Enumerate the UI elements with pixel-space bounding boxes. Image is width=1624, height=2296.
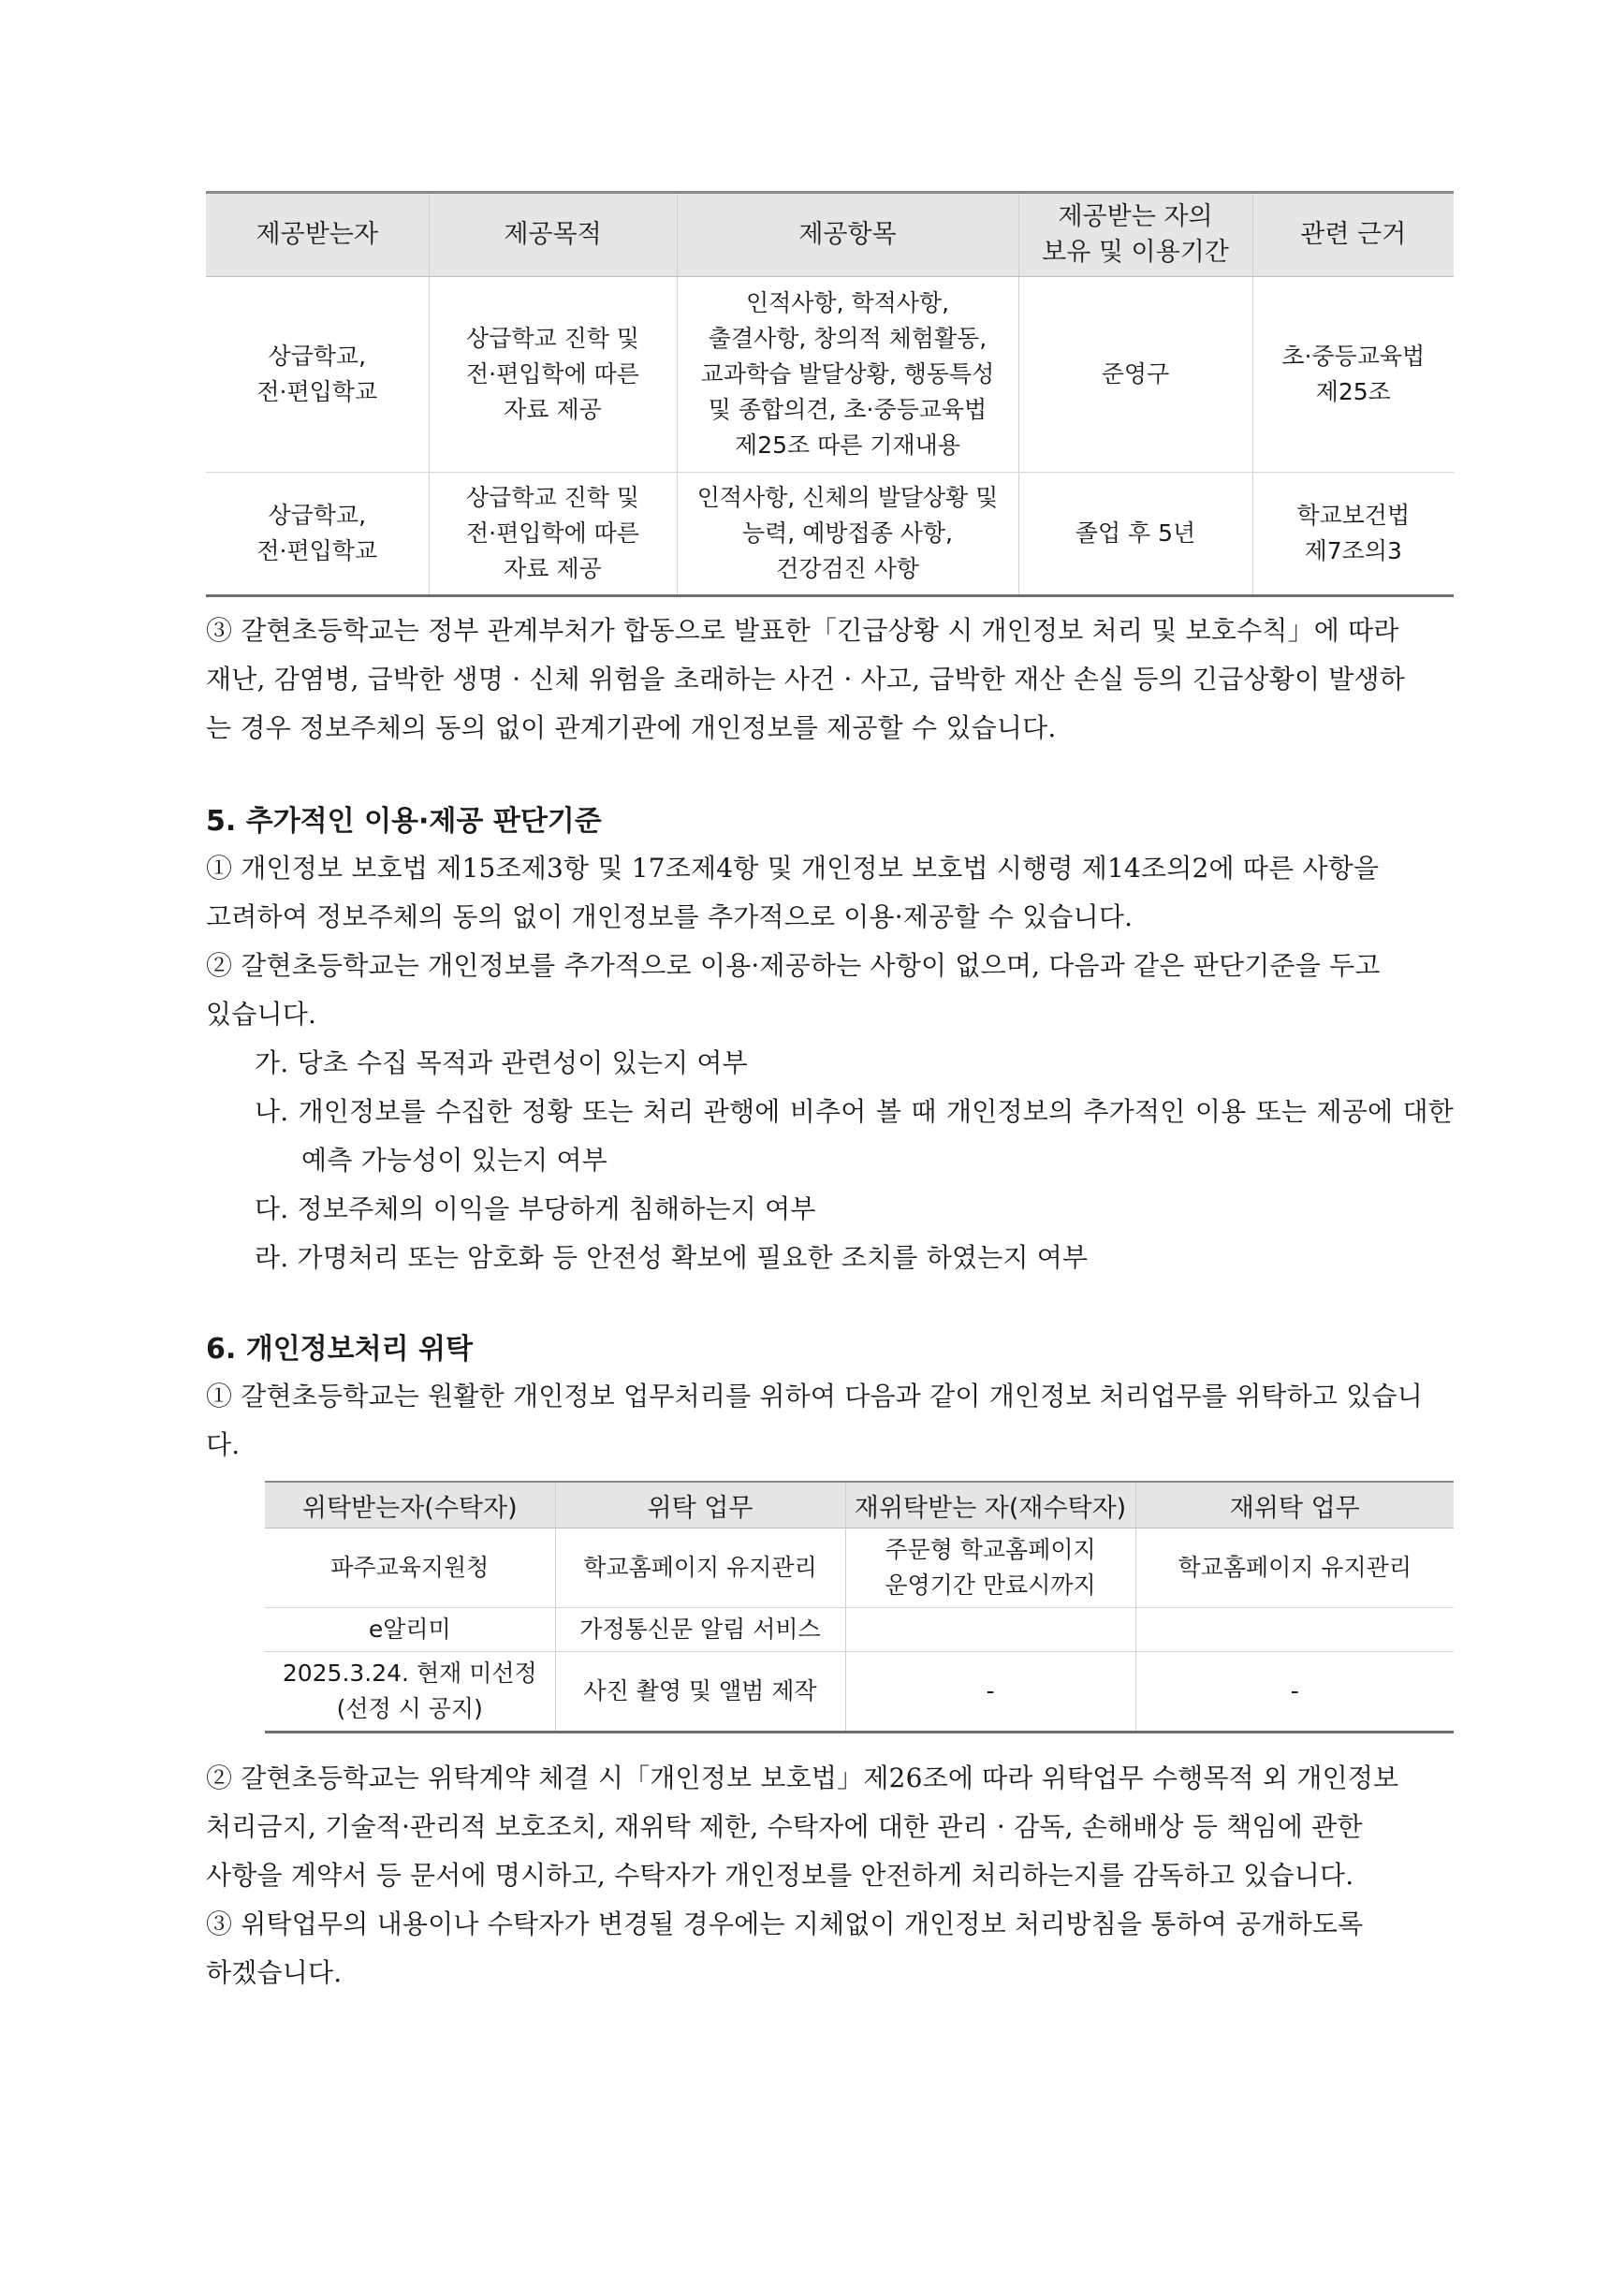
table-cell: 학교홈페이지 유지관리 (1135, 1528, 1454, 1608)
table-header-cell: 위탁받는자(수탁자) (265, 1482, 555, 1528)
table-cell: 인적사항, 신체의 발달상황 및 능력, 예방접종 사항, 건강검진 사항 (677, 473, 1018, 596)
table-cell: 상급학교, 전·편입학교 (256, 502, 378, 564)
text-line: 사항을 계약서 등 문서에 명시하고, 수탁자가 개인정보를 안전하게 처리하는지를 감독하고 있습니다. (206, 1860, 1354, 1891)
table-cell: 학교보건법 제7조의3 (1252, 473, 1454, 596)
list-item: 다. 정보주체의 이익을 부당하게 침해하는지 여부 (255, 1193, 816, 1224)
table-cell (845, 1608, 1135, 1652)
table-cell: - (1135, 1652, 1454, 1733)
text-line: 처리금지, 기술적·관리적 보호조치, 재위탁 제한, 수탁자에 대한 관리 · 감독, 손해배상 등 책임에 관한 (206, 1811, 1363, 1842)
section-6-p1 (206, 1372, 1454, 1470)
text-line: ② 갈현초등학교는 위탁계약 체결 시「개인정보 보호법」제26조에 따라 위탁업무 수행목적 외 개인정보 (206, 1762, 1399, 1793)
text-line: ③ 위탁업무의 내용이나 수탁자가 변경될 경우에는 지체없이 개인정보 처리방침을 통하여 공개하도록 (206, 1908, 1364, 1939)
table-header-row (206, 193, 1454, 277)
section-5-p1 (206, 844, 1454, 942)
table-cell: 주문형 학교홈페이지 운영기간 만료시까지 (845, 1528, 1135, 1608)
table-header-cell: 제공받는자 (206, 193, 429, 277)
table-cell: - (845, 1652, 1135, 1733)
table-header-cell: 제공항목 (677, 193, 1018, 277)
table-header-row (265, 1482, 1454, 1528)
provision-table (206, 191, 1454, 597)
table-cell: 상급학교 진학 및 전·편입학에 따른 자료 제공 (429, 473, 677, 596)
table-cell: 준영구 (1018, 277, 1252, 473)
table-cell: 2025.3.24. 현재 미선정 (선정 시 공지) (282, 1660, 537, 1722)
consignment-table (265, 1481, 1454, 1733)
table-cell: 상급학교 진학 및 전·편입학에 따른 자료 제공 (429, 277, 677, 473)
table-cell (1135, 1608, 1454, 1652)
text-line: ③ 갈현초등학교는 정부 관계부처가 합동으로 발표한「긴급상황 시 개인정보 처리 및 보호수칙」에 따라 (206, 615, 1399, 646)
table-row (265, 1608, 1454, 1652)
list-item: 나. 개인정보를 수집한 정황 또는 처리 관행에 비추어 볼 때 개인정보의 추가적인 이용 또는 제공에 대한 예측 가능성이 있는지 여부 (255, 1096, 1454, 1176)
section-5-p2 (206, 942, 1454, 1039)
text-line: 하겠습니다. (206, 1957, 343, 1988)
criteria-list (206, 1039, 1454, 1282)
paragraph-emergency (206, 607, 1454, 753)
section-6-p3 (206, 1900, 1454, 1997)
table-cell: e알리미 (265, 1608, 555, 1652)
table-cell: 초·중등교육법 제25조 (1252, 277, 1454, 473)
list-item: 라. 가명처리 또는 암호화 등 안전성 확보에 필요한 조치를 하였는지 여부 (255, 1242, 1089, 1273)
table-cell: 학교홈페이지 유지관리 (555, 1528, 845, 1608)
text-line: 는 경우 정보주체의 동의 없이 관계기관에 개인정보를 제공할 수 있습니다. (206, 712, 1057, 743)
table-header-cell: 재위탁 업무 (1135, 1482, 1454, 1528)
table-header-cell: 제공받는 자의 보유 및 이용기간 (1018, 193, 1252, 277)
section-6-p2 (206, 1754, 1454, 1900)
text-line: ② 갈현초등학교는 개인정보를 추가적으로 이용·제공하는 사항이 없으며, 다음과 같은 판단기준을 두고 (206, 950, 1381, 981)
list-item: 가. 당초 수집 목적과 관련성이 있는지 여부 (255, 1047, 748, 1078)
table-header-cell: 관련 근거 (1252, 193, 1454, 277)
text-line: ① 갈현초등학교는 원활한 개인정보 업무처리를 위하여 다음과 같이 개인정보 처리업무를 위탁하고 있습니 (206, 1381, 1423, 1411)
table-cell: 사진 촬영 및 앨범 제작 (555, 1652, 845, 1733)
document-page (206, 191, 1454, 1997)
table-row (265, 1652, 1454, 1733)
section-6-title: 6. 개인정보처리 위탁 (206, 1333, 473, 1366)
table-header-cell: 위탁 업무 (555, 1482, 845, 1528)
table-cell: 가정통신문 알림 서비스 (555, 1608, 845, 1652)
table-header-cell: 재위탁받는 자(재수탁자) (845, 1482, 1135, 1528)
table-header-cell: 제공목적 (429, 193, 677, 277)
text-line: 재난, 감염병, 급박한 생명 · 신체 위험을 초래하는 사건 · 사고, 급박한 재산 손실 등의 긴급상황이 발생하 (206, 664, 1406, 695)
table-row (206, 277, 1454, 473)
table-cell: 상급학교, 전·편입학교 (206, 277, 429, 473)
text-line: ① 개인정보 보호법 제15조제3항 및 17조제4항 및 개인정보 보호법 시행령 제14조의2에 따른 사항을 (206, 853, 1380, 884)
table-cell: 인적사항, 학적사항, 출결사항, 창의적 체험활동, 교과학습 발달상황, 행동특성 및 종합의견, 초·중등교육법 제25조 따른 기재내용 (677, 277, 1018, 473)
table-cell: 졸업 후 5년 (1018, 473, 1252, 596)
section-5-title: 5. 추가적인 이용·제공 판단기준 (206, 805, 602, 838)
text-line: 있습니다. (206, 999, 317, 1030)
table-cell: 파주교육지원청 (265, 1528, 555, 1608)
text-line: 고려하여 정보주체의 동의 없이 개인정보를 추가적으로 이용·제공할 수 있습니다. (206, 901, 1134, 932)
table-row (206, 473, 1454, 596)
table-row (265, 1528, 1454, 1608)
text-line: 다. (206, 1429, 241, 1460)
